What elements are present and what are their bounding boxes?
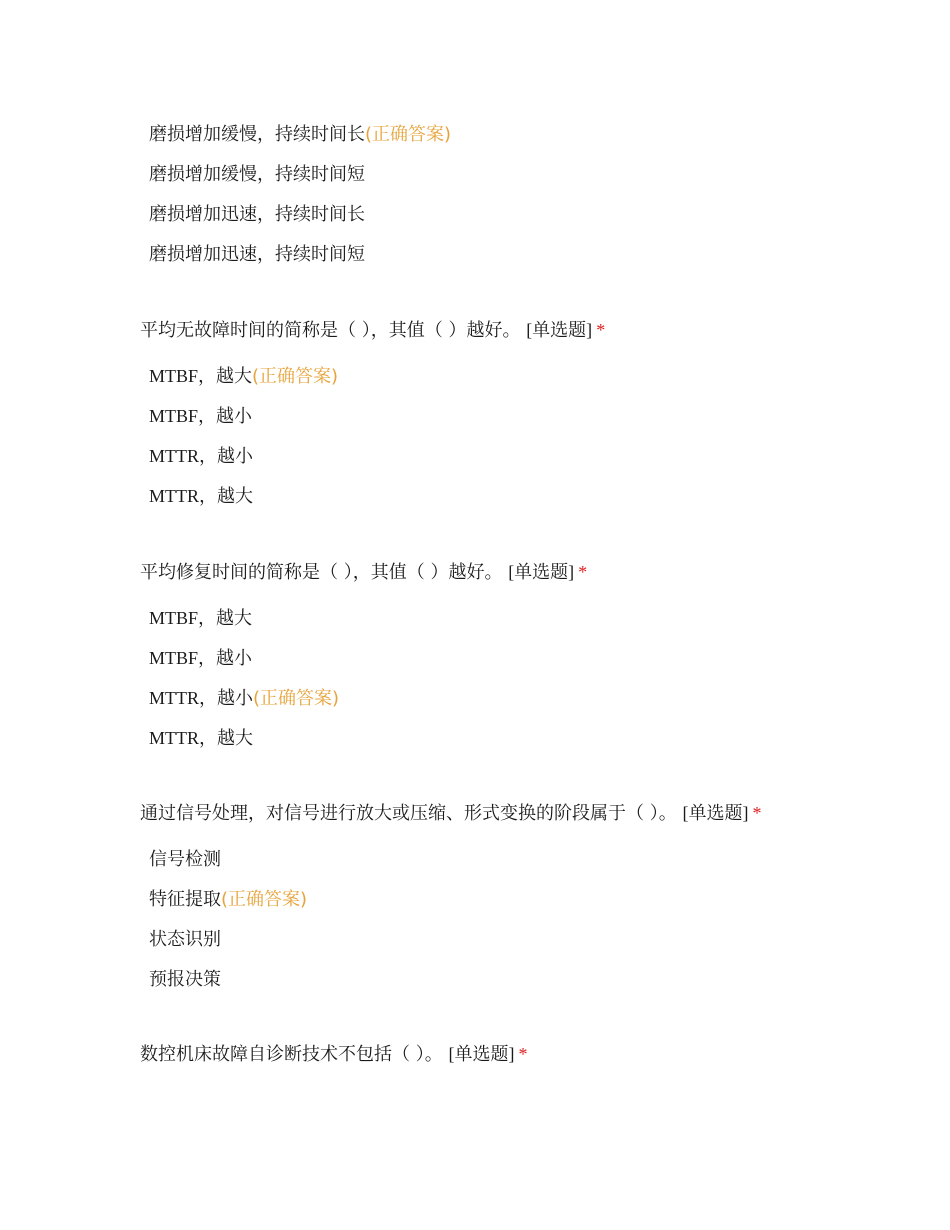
question-type-label: [单选题] — [526, 320, 593, 340]
required-mark: * — [752, 803, 762, 823]
option-text: MTTR，越小 — [149, 688, 254, 708]
option-list — [140, 606, 920, 750]
option-text: MTTR，越小 — [149, 446, 254, 466]
question-title — [140, 318, 920, 342]
option-text: MTTR，越大 — [149, 486, 254, 506]
option-item[interactable] — [140, 847, 920, 871]
option-item[interactable] — [140, 646, 920, 670]
option-text: MTTR，越大 — [149, 728, 254, 748]
question-4 — [140, 801, 920, 1007]
option-item[interactable] — [140, 242, 920, 266]
option-item[interactable] — [140, 364, 920, 388]
question-5 — [140, 1042, 920, 1066]
option-item[interactable] — [140, 484, 920, 508]
option-item[interactable] — [140, 444, 920, 468]
required-mark: * — [518, 1044, 528, 1064]
option-text: MTBF，越小 — [149, 406, 253, 426]
option-list — [140, 364, 920, 508]
question-text: 通过信号处理，对信号进行放大或压缩、形式变换的阶段属于（ ）。 — [140, 803, 677, 824]
option-text: 状态识别 — [149, 929, 221, 949]
option-item[interactable] — [140, 404, 920, 428]
question-text: 平均修复时间的简称是（ ），其值（ ）越好。 — [140, 562, 503, 583]
option-item[interactable] — [140, 967, 920, 991]
correct-answer-mark: (正确答案) — [253, 688, 340, 709]
option-item[interactable] — [140, 122, 920, 146]
question-type-label: [单选题] — [508, 562, 575, 582]
question-title — [140, 560, 920, 584]
question-title — [140, 801, 920, 825]
option-text: MTBF，越小 — [149, 648, 253, 668]
option-list — [140, 122, 920, 266]
question-2 — [140, 318, 920, 524]
option-text: 信号检测 — [149, 849, 221, 869]
required-mark: * — [596, 320, 606, 340]
question-1 — [140, 122, 920, 282]
option-item[interactable] — [140, 686, 920, 710]
question-3 — [140, 560, 920, 766]
option-text: 预报决策 — [149, 969, 221, 989]
option-text: 特征提取 — [149, 889, 221, 909]
option-item[interactable] — [140, 202, 920, 226]
question-type-label: [单选题] — [448, 1044, 515, 1064]
option-item[interactable] — [140, 887, 920, 911]
question-text: 平均无故障时间的简称是（ ），其值（ ）越好。 — [140, 320, 521, 341]
option-text: 磨损增加缓慢，持续时间短 — [149, 164, 365, 184]
option-text: 磨损增加迅速，持续时间长 — [149, 204, 365, 224]
option-text: 磨损增加缓慢，持续时间长 — [149, 124, 365, 144]
option-text: MTBF，越大 — [149, 608, 253, 628]
question-text: 数控机床故障自诊断技术不包括（ ）。 — [140, 1044, 443, 1065]
option-item[interactable] — [140, 162, 920, 186]
option-text: 磨损增加迅速，持续时间短 — [149, 244, 365, 264]
option-text: MTBF，越大 — [149, 366, 253, 386]
question-title — [140, 1042, 920, 1066]
option-item[interactable] — [140, 606, 920, 630]
required-mark: * — [578, 562, 588, 582]
correct-answer-mark: (正确答案) — [365, 124, 452, 145]
option-item[interactable] — [140, 726, 920, 750]
correct-answer-mark: (正确答案) — [252, 366, 339, 387]
option-item[interactable] — [140, 927, 920, 951]
option-list — [140, 847, 920, 991]
question-type-label: [单选题] — [682, 803, 749, 823]
correct-answer-mark: (正确答案) — [221, 889, 308, 910]
